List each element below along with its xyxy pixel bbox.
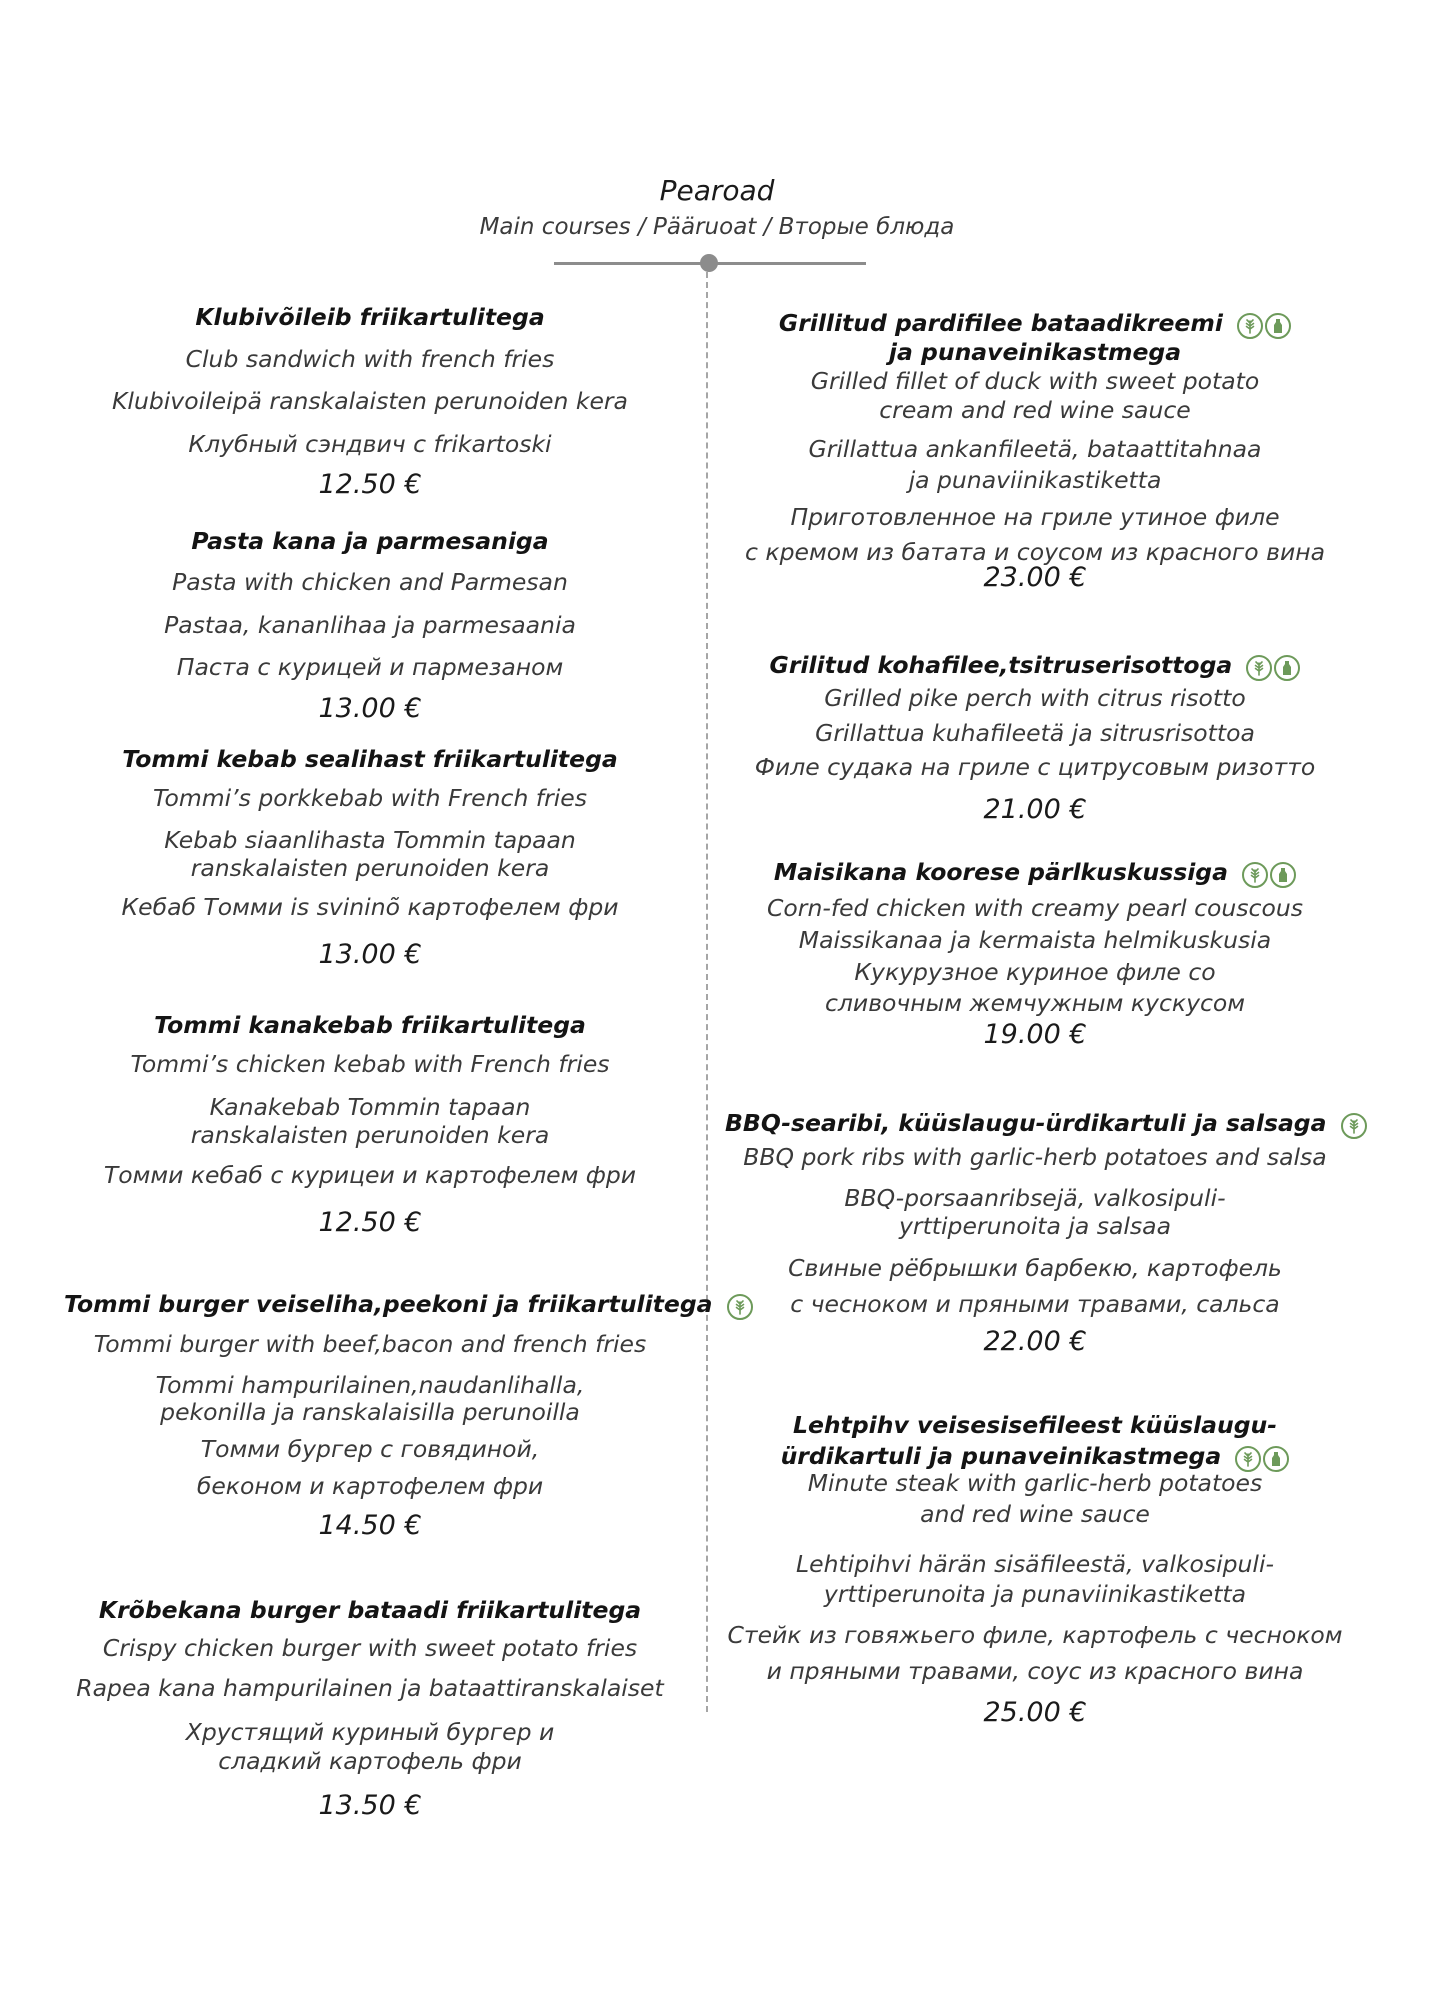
dish-title: Tommi kanakebab friikartulitega xyxy=(154,1011,586,1039)
dish-title: Pasta kana ja parmesaniga xyxy=(191,527,549,555)
dish-title-text: BBQ-searibi, küüslaugu-ürdikartuli ja salsaga xyxy=(725,1109,1327,1137)
dish-price: 25.00 € xyxy=(983,1697,1087,1728)
dish-title: Lehtpihv veisesisefileest küüslaugu- xyxy=(792,1411,1278,1439)
dish-ru: беконом и картофелем фри xyxy=(196,1472,544,1500)
dish-en: Grilled fillet of duck with sweet potato xyxy=(810,367,1260,395)
dish-en: BBQ pork ribs with garlic-herb potatoes and salsa xyxy=(743,1143,1327,1171)
dish-title-text: Grillitud pardifilee bataadikreemi xyxy=(778,309,1223,337)
dish-ru: Кукурузное куриное филе со xyxy=(854,958,1216,986)
dish-ru: Свиные рёбрышки барбекю, картофель xyxy=(788,1254,1282,1282)
dish-price: 13.00 € xyxy=(318,693,422,724)
dish-fi: pekonilla ja ranskalaisilla perunoilla xyxy=(160,1398,580,1426)
dish-fi: BBQ-porsaanribsejä, valkosipuli- xyxy=(844,1184,1226,1212)
dish-title: ja punaveinikastmega xyxy=(888,338,1182,366)
dish-ru: с кремом из батата и соусом из красного вина xyxy=(745,538,1325,566)
dish-en: Club sandwich with french fries xyxy=(185,345,555,373)
dish-title xyxy=(725,308,1345,340)
dish-en: and red wine sauce xyxy=(920,1500,1150,1528)
dish-ru: Клубный сэндвич с frikartoski xyxy=(188,430,552,458)
dish-title-text: Tommi burger veiseliha,peekoni ja friikartulitega xyxy=(64,1290,713,1318)
dish-price: 13.50 € xyxy=(318,1790,422,1821)
dish-price: 12.50 € xyxy=(318,1207,422,1238)
dish-fi: yrttiperunoita ja punaviinikastiketta xyxy=(823,1580,1247,1608)
dish-en: Tommi’s chicken kebab with French fries xyxy=(130,1050,610,1078)
dish-ru: Кебаб Томми is svininõ картофелем фри xyxy=(121,893,619,921)
dish-title xyxy=(725,857,1345,889)
dish-en: cream and red wine sauce xyxy=(879,396,1191,424)
dish-title xyxy=(64,1289,713,1321)
dish-title: Klubivõileib friikartulitega xyxy=(195,303,545,331)
dish-fi: Pastaa, kananlihaa ja parmesaania xyxy=(164,611,576,639)
gluten-free-icon xyxy=(1237,313,1263,339)
dish-ru: Томми бургер с говядиной, xyxy=(200,1435,540,1463)
dish-fi: Grillattua ankanfileetä, bataattitahnaa xyxy=(808,435,1262,463)
lactose-free-icon xyxy=(1274,655,1300,681)
dish-title: Tommi kebab sealihast friikartulitega xyxy=(122,745,618,773)
dish-ru: сливочным жемчужным кускусом xyxy=(824,989,1246,1017)
dish-title-text: Maisikana koorese pärlkuskussiga xyxy=(773,858,1228,886)
dish-price: 19.00 € xyxy=(983,1019,1087,1050)
dish-en: Tommi’s porkkebab with French fries xyxy=(153,784,587,812)
dish-fi: Lehtipihvi härän sisäfileestä, valkosipuli- xyxy=(796,1550,1274,1578)
diet-icons xyxy=(1244,652,1300,682)
dish-fi: ranskalaisten perunoiden kera xyxy=(190,854,550,882)
dish-en: Corn-fed chicken with creamy pearl couscous xyxy=(767,894,1303,922)
dish-ru: Приготовленное на гриле утиное филе xyxy=(790,503,1280,531)
dish-fi: ranskalaisten perunoiden kera xyxy=(190,1121,550,1149)
dish-fi: Klubivoileipä ranskalaisten perunoiden kera xyxy=(112,387,628,415)
gluten-free-icon xyxy=(1341,1113,1367,1139)
dish-title: Krõbekana burger bataadi friikartulitega xyxy=(98,1596,642,1624)
gluten-free-icon xyxy=(1246,655,1272,681)
diet-icons xyxy=(1339,1110,1367,1140)
dish-title-text: ürdikartuli ja punaveinikastmega xyxy=(780,1442,1222,1470)
dish-ru: Паста с курицей и пармезаном xyxy=(176,653,564,681)
dish-fi: Rapea kana hampurilainen ja bataattiranskalaiset xyxy=(76,1674,664,1702)
dish-fi: ja punaviinikastiketta xyxy=(908,466,1162,494)
dish-en: Pasta with chicken and Parmesan xyxy=(172,568,568,596)
dish-price: 14.50 € xyxy=(318,1510,422,1541)
dish-fi: Maissikanaa ja kermaista helmikuskusia xyxy=(798,926,1272,954)
dish-title xyxy=(725,1108,1345,1140)
dish-fi: Kebab siaanlihasta Tommin tapaan xyxy=(164,826,576,854)
dish-price: 21.00 € xyxy=(983,794,1087,825)
lactose-free-icon xyxy=(1270,862,1296,888)
dish-fi: Kanakebab Tommin tapaan xyxy=(209,1093,531,1121)
dish-ru: Томми кебаб с курицеи и картофелем фри xyxy=(103,1161,637,1189)
dish-fi: Tommi hampurilainen,naudanlihalla, xyxy=(155,1371,585,1399)
dish-fi: yrttiperunoita ja salsaa xyxy=(899,1212,1171,1240)
dish-ru: Стейк из говяжьего филе, картофель с чесноком xyxy=(727,1621,1343,1649)
dish-price: 13.00 € xyxy=(318,939,422,970)
column-divider xyxy=(706,272,708,1712)
dish-ru: и пряными травами, соус из красного вина xyxy=(766,1657,1304,1685)
dish-ru: Филе судака на гриле с цитрусовым ризотто xyxy=(754,753,1316,781)
lactose-free-icon xyxy=(1265,313,1291,339)
dish-price: 22.00 € xyxy=(983,1326,1087,1357)
dish-price: 23.00 € xyxy=(983,562,1087,593)
page-subtitle: Main courses / Pääruoat / Вторые блюда xyxy=(479,214,955,240)
dish-ru: Хрустящий куриный бургер и xyxy=(185,1718,555,1746)
dish-en: Grilled pike perch with citrus risotto xyxy=(824,684,1246,712)
dish-en: Minute steak with garlic-herb potatoes xyxy=(807,1469,1263,1497)
dish-title-text: Grilitud kohafilee,tsitruserisottoga xyxy=(769,651,1233,679)
diet-icons xyxy=(1240,859,1296,889)
page-title: Pearoad xyxy=(659,174,775,207)
header-divider-dot xyxy=(700,254,718,272)
dish-en: Crispy chicken burger with sweet potato fries xyxy=(102,1634,638,1662)
dish-fi: Grillattua kuhafileetä ja sitrusrisottoa xyxy=(815,719,1255,747)
diet-icons xyxy=(1235,310,1291,340)
dish-price: 12.50 € xyxy=(318,469,422,500)
dish-en: Tommi burger with beef,bacon and french fries xyxy=(93,1330,647,1358)
dish-ru: с чесноком и пряными травами, сальса xyxy=(790,1290,1280,1318)
gluten-free-icon xyxy=(1242,862,1268,888)
dish-title xyxy=(725,650,1345,682)
dish-ru: сладкий картофель фри xyxy=(218,1747,522,1775)
